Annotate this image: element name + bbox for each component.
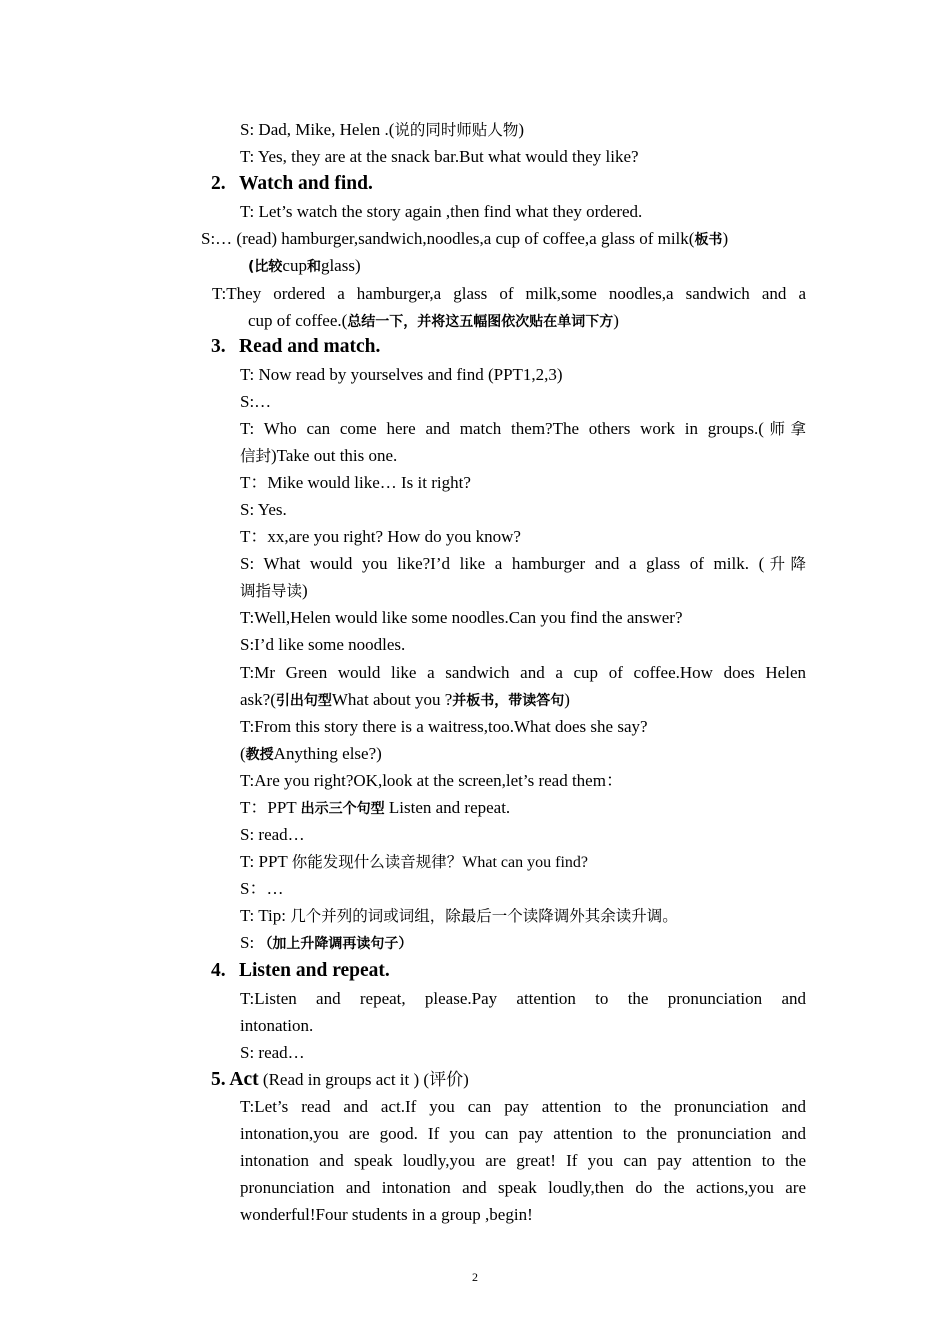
line-s-dots: S:…: [240, 392, 272, 411]
line-t-well: T:Well,Helen would like some noodles.Can you find the answer?: [240, 608, 683, 627]
line-t-mr-2: ask?(引出句型What about you ?并板书，带读答句): [240, 690, 570, 709]
line-t-watch: T: Let’s watch the story again ,then find what they ordered.: [240, 202, 643, 221]
line-t-who: T: Who can come here and match them?The others work in groups.(师拿: [240, 419, 806, 438]
page-number: 2: [472, 1270, 478, 1284]
line-t-teach: (教授Anything else?): [240, 744, 382, 763]
line-t-mr: T:Mr Green would like a sandwich and a cup of coffee.How does Helen: [240, 663, 806, 682]
line-s-dad: S: Dad, Mike, Helen .(说的同时师贴人物): [240, 120, 525, 139]
line-s-tone: S: （加上升降调再读句子）: [240, 933, 413, 952]
line-t-tip: T: Tip: 几个并列的词或词组，除最后一个读降调外其余读升调。: [240, 906, 678, 925]
line-t-ordered-2: cup of coffee.(总结一下，并将这五幅图依次贴在单词下方): [248, 311, 619, 330]
line-t-from: T:From this story there is a waitress,too.What does she say?: [240, 717, 648, 736]
line-t-listen: T:Listen and repeat, please.Pay attention to the pronunciation and: [240, 989, 806, 1008]
line-t-are: T:Are you right?OK,look at the screen,let’s read them：: [240, 771, 623, 790]
line-s-noodles: S:I’d like some noodles.: [240, 635, 406, 654]
heading-watch-and-find: 2. Watch and find.: [211, 173, 373, 194]
line-t-ordered: T:They ordered a hamburger,a glass of milk,some noodles,a sandwich and a: [212, 284, 806, 303]
heading-read-and-match: 3. Read and match.: [211, 336, 381, 357]
line-t-who-2: 信封)Take out this one.: [240, 446, 398, 465]
heading-listen-and-repeat: 4. Listen and repeat.: [211, 960, 390, 981]
line-s-what: S: What would you like?I’d like a hamburger and a glass of milk. (升降: [240, 554, 806, 573]
heading-act: 5. Act (Read in groups act it ) (评价): [211, 1069, 469, 1090]
line-t-xx: T：xx,are you right? How do you know?: [240, 527, 521, 546]
line-t-ppt: T：PPT 出示三个句型 Listen and repeat.: [240, 798, 511, 817]
line-s-yes: S: Yes.: [240, 500, 287, 519]
line-t-listen-2: intonation.: [240, 1016, 314, 1035]
line-t-ppt-2: T: PPT 你能发现什么读音规律？What can you find?: [240, 852, 588, 871]
line-s-read-2: S: read…: [240, 1043, 305, 1062]
line-s-ellipsis: S：…: [240, 879, 284, 898]
paragraph-t-lets-act: T:Let’s read and act.If you can pay attention to the pronunciation and intonation,you are good. If you can pay attention to the pronunciation and intonation and speak loudly,you are great! If you can pay attention to the pronunciation and intonation and speak loudly,then do the actions,you are wonderful!Four students in a group ,begin!: [240, 1097, 806, 1224]
line-compare: (比较cup和glass): [248, 256, 361, 275]
line-s-what-2: 调指导读): [240, 581, 308, 600]
line-s-read-words: S:… (read) hamburger,sandwich,noodles,a cup of coffee,a glass of milk(板书): [201, 229, 729, 248]
line-t-mike: T：Mike would like… Is it right?: [240, 473, 471, 492]
line-s-read: S: read…: [240, 825, 305, 844]
line-t-now: T: Now read by yourselves and find (PPT1,2,3): [240, 365, 563, 384]
line-t-snack: T: Yes, they are at the snack bar.But what would they like?: [240, 147, 639, 166]
